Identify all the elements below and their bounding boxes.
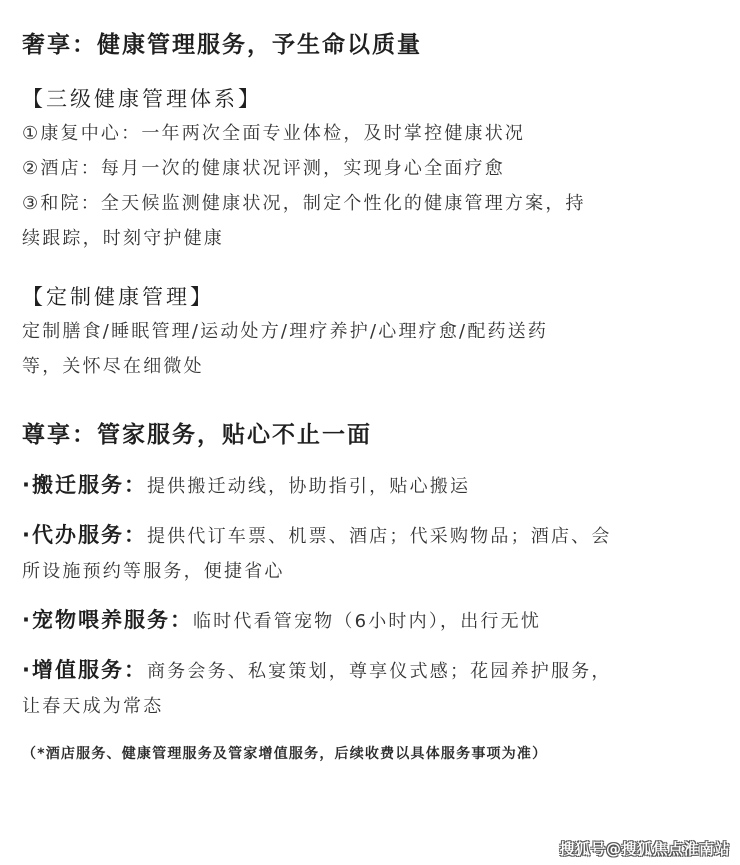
article-page <box>22 28 722 766</box>
list-item-value-added-service <box>22 653 722 724</box>
paragraph-line: 等，关怀尽在细微处 <box>22 356 204 377</box>
section-title-butler: 尊享：管家服务，贴心不止一面 <box>22 422 372 448</box>
paragraph-line: ③和院：全天候监测健康状况，制定个性化的健康管理方案，持 <box>22 193 586 214</box>
watermark: 搜狐号@搜狐焦点淮南站 <box>559 840 730 858</box>
list-item-agent-service <box>22 518 722 589</box>
item-text: 提供搬迁动线，协助指引，贴心搬运 <box>146 476 471 497</box>
paragraph-line: ①康复中心：一年两次全面专业体检，及时掌控健康状况 <box>22 123 526 144</box>
item-text: 提供代订车票、机票、酒店；代采购物品；酒店、会 <box>146 526 612 547</box>
paragraph-line: 续跟踪，时刻守护健康 <box>22 228 224 249</box>
item-text-continued: 所设施预约等服务，便捷省心 <box>22 561 285 582</box>
heading-three-level-system: 【三级健康管理体系】 <box>22 87 262 111</box>
list-item-moving-service <box>22 468 722 504</box>
footnote: （*酒店服务、健康管理服务及管家增值服务，后续收费以具体服务事项为准） <box>22 746 548 762</box>
section-title-health: 奢享：健康管理服务，予生命以质量 <box>22 32 422 58</box>
item-title: ·增值服务： <box>22 658 147 682</box>
item-text: 商务会务、私宴策划，尊享仪式感；花园养护服务， <box>146 661 612 682</box>
paragraph-line: ②酒店：每月一次的健康状况评测，实现身心全面疗愈 <box>22 158 505 179</box>
list-item-pet-service <box>22 603 722 639</box>
paragraph-line: 定制膳食/睡眠管理/运动处方/理疗养护/心理疗愈/配药送药 <box>22 321 549 342</box>
heading-custom-health: 【定制健康管理】 <box>22 285 214 309</box>
item-text: 临时代看管宠物（6小时内），出行无忧 <box>192 611 542 632</box>
item-title: ·代办服务： <box>22 523 147 547</box>
item-title: ·搬迁服务： <box>22 473 147 497</box>
item-title: ·宠物喂养服务： <box>22 608 193 632</box>
item-text-continued: 让春天成为常态 <box>22 696 164 717</box>
